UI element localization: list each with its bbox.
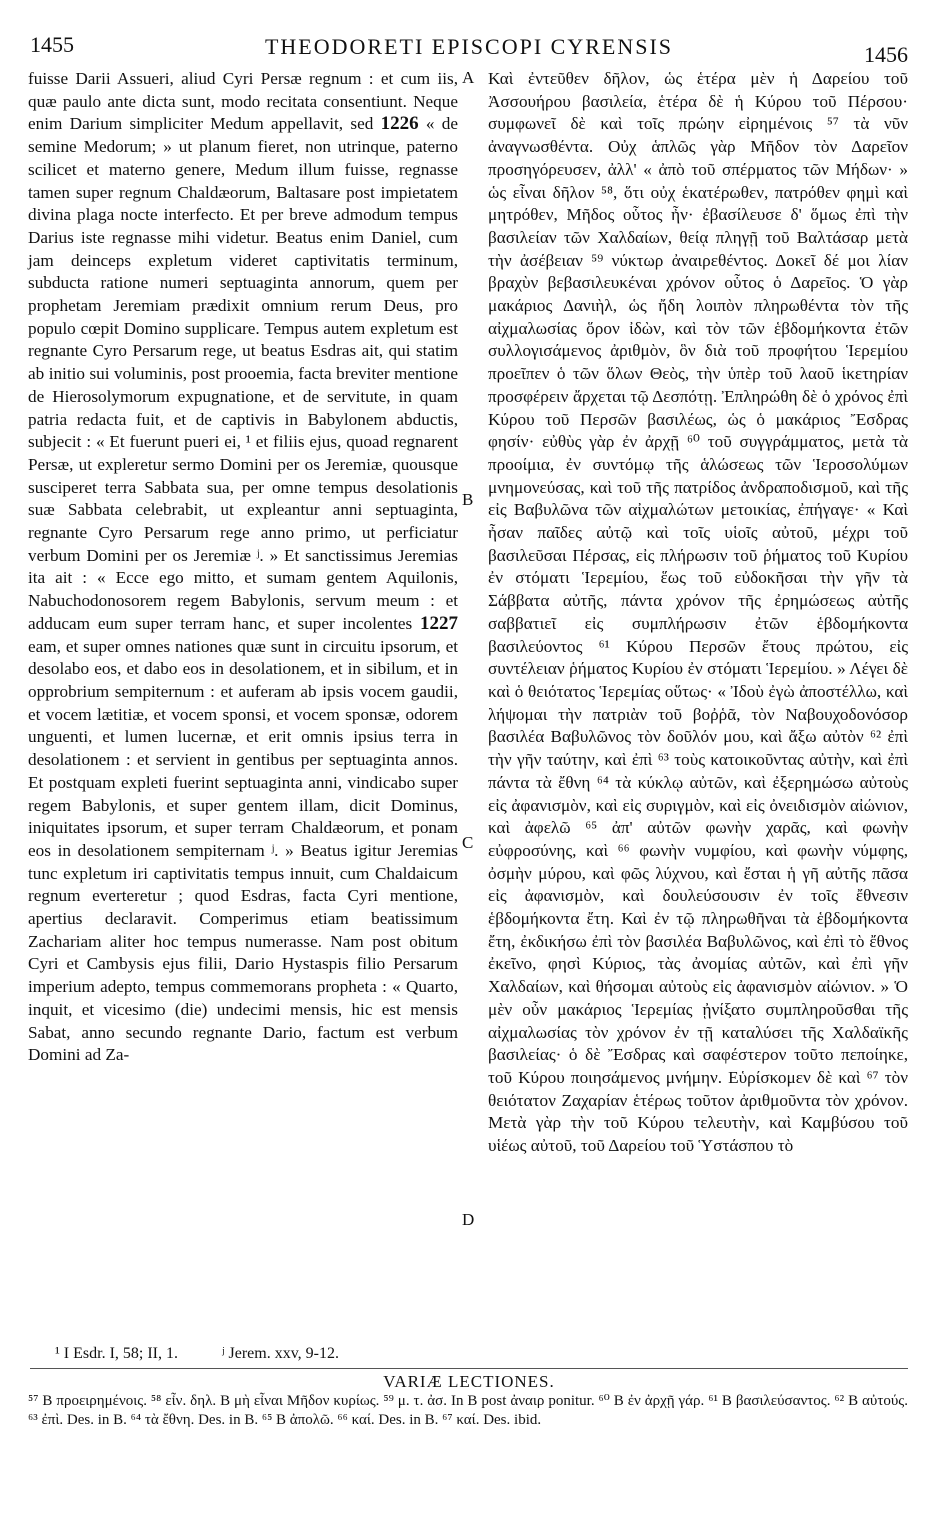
- greek-column: [488, 68, 908, 1158]
- variants-text: ⁵⁷ B προειρημένοις. ⁵⁸ εἶν. δηλ. B μὴ εἶναι Μῆδον κυρίως. ⁵⁹ μ. τ. ἀσ. In B post ἀναιρ ponitur. ⁶⁰ B ἐν ἀρχῇ γάρ. ⁶¹ B βασιλεύσαντος. ⁶² B αὐτούς. ⁶³ ἐπὶ. Des. in B. ⁶⁴ τὰ ἔθνη. Des. in B. ⁶⁵ B ἀπολῶ. ⁶⁶ καί. Des. in B. ⁶⁷ καί. Des. ibid.: [28, 1393, 908, 1428]
- section-markers: [462, 60, 482, 1460]
- variants-title: VARIÆ LECTIONES.: [383, 1372, 555, 1391]
- latin-text: [28, 68, 458, 1067]
- divider: [30, 1368, 908, 1369]
- running-title: THEODORETI EPISCOPI CYRENSIS: [264, 34, 674, 59]
- section-marker-a: A: [462, 68, 475, 87]
- latin-column: [28, 68, 458, 1067]
- latin-text-part-3: eam, et super omnes nationes quæ sunt in circuitu ipsorum, et desolabo eos, et dabo eos in desolationem, et in sibilum, et in opprobrium sempiternum : et auferam ab ipsis vocem gaudii, et vocem lætitiæ, et vocem sponsi, et vocem sponsæ, odorem unguenti, et lumen lucernæ, et erit omnis ipsius terra in desolationem : et servient in gentibus per septuaginta annos. Et postquam expleti fuerint septuaginta anni, vindicabo super regem Babylonis, et super gentem illam, dicit Dominus, iniquitates ipsorum, et super terram Chaldæorum, et ponam eos in desolationem sempiternam ʲ. » Beatus igitur Jeremias tunc expletum iri captivitatis tempus innuit, cum Chaldaicum regnum everteretur ; quod Esdras, facta Cyri mentione, apertius declaravit. Comperimus etiam beatissimum Zachariam aliter hoc tempus numerasse. Nam post obitum Cyri et Cambysis ejus filii, Dario Hystaspis filio Persarum imperium adepto, tempus commemorans propheta : « Quarto, inquit, et vicesimo (die) undecimi mensis, hic est mensis Sabat, anno secundo regnante Dario, factum est verbum Domini ad Za-: [28, 636, 458, 1065]
- section-marker-b: B: [462, 490, 474, 509]
- footnote-esdras: ¹ I Esdr. I, 58; II, 1.: [55, 1345, 178, 1362]
- greek-text: Καὶ ἐντεῦθεν δῆλον, ὡς ἑτέρα μὲν ἡ Δαρείου τοῦ Ἀσσουήρου βασιλεία, ἑτέρα δὲ ἡ Κύρου τοῦ Πέρσου· συμφωνεῖ δὲ καὶ τοῖς πρώην εἰρημένοις ⁵⁷ τὰ νῦν ἀναγνωσθέντα. Οὐχ ἁπλῶς γὰρ Μῆδον τὸν Δαρεῖον προσηγόρευσεν, ἀλλ' « ἀπὸ τοῦ σπέρματος τῶν Μήδων· » ὡς εἶναι δῆλον ⁵⁸, ὅτι οὐχ ἑκατέρωθεν, πατρόθεν φημὶ καὶ μητρόθεν, Μῆδος οὗτος ἦν· ἐβασίλευσε δ' ὅμως ἐπὶ τὴν βασιλείαν τῶν Χαλδαίων, θείᾳ πληγῇ τοῦ Βαλτάσαρ μετὰ τὴν ἀσέβειαν ⁵⁹ νύκτωρ ἀναιρεθέντος. Δοκεῖ δέ μοι λίαν βραχὺν βεβασιλευκέναι χρόνον οὗτος ὁ Δαρεῖος. Ὁ γὰρ μακάριος Δανιὴλ, ὡς ἤδη λοιπὸν πληρωθέντα τὸν τῆς αἰχμαλωσίας ὅρον ἰδὼν, καὶ τὸν τῶν ἑβδομήκοντα ἐτῶν συλλογισάμενος ἀριθμὸν, ὃν διὰ τοῦ προφήτου Ἱερεμίου προεῖπεν ὁ τῶν ὅλων Θεὸς, τὴν ὑπὲρ τοῦ λαοῦ ἱκετηρίαν προσφέρειν ἄρχεται τῷ Δεσπότῃ. Ἐπληρώθη δὲ ὁ χρόνος ἐπὶ Κύρου τοῦ Περσῶν βασιλέως, ὡς ὁ μακάριος Ἔσδρας φησίν· εὐθὺς γὰρ ἐν ἀρχῇ ⁶⁰ τοῦ συγγράμματος, μετὰ τὰ προοίμια, ἐν συντόμῳ τῆς ἁλώσεως τῶν Ἱεροσολύμων μνημονεύσας, καὶ τοῦ τῆς πατρίδος ἀνδραποδισμοῦ, καὶ τῆς εἰς Βαβυλῶνα τῶν αἰχμαλώτων μετοικίας, ἐπήγαγε· « Καὶ ἦσαν παῖδες αὐτῷ καὶ τοῖς υἱοῖς αὐτοῦ, μέχρι τοῦ βασιλεῦσαι Πέρσας, εἰς πλήρωσιν τοῦ ῥήματος τοῦ Κυρίου ἐν στόματι Ἱερεμίου, ἕως τοῦ εὐδοκῆσαι τὴν γῆν τὰ Σάββατα αὐτῆς, πάντα χρόνον τῆς ἐρημώσεως αὐτῆς σαββατιεῖ εἰς συμπλήρωσιν ἐτῶν ἑβδομήκοντα βασιλεύοντος ⁶¹ Κύρου Περσῶν ἔτους πρώτου, εἰς συντέλειαν ῥήματος Κυρίου ἐν στόματι Ἱερεμίου. » Λέγει δὲ καὶ ὁ θειότατος Ἱερεμίας οὕτως· « Ἰδοὺ ἐγὼ ἀποστέλλω, καὶ λήψομαι τὴν πατριὰν τοῦ βοῤῥᾶ, τὸν Ναβουχοδονόσορ βασιλέα Βαβυλῶνος τὸν δοῦλόν μου, καὶ ἄξω αὐτὸν ⁶² ἐπὶ τὴν γῆν ταύτην, καὶ ἐπὶ ⁶³ τοὺς κατοικοῦντας αὐτὴν, καὶ ἐπὶ πάντα τὰ ἔθνη ⁶⁴ τὰ κύκλῳ αὐτῶν, καὶ ἐξερημώσω αὐτοὺς εἰς ἀφανισμὸν, καὶ εἰς συριγμὸν, καὶ εἰς ὀνειδισμὸν αἰώνιον, καὶ ἀφελῶ ⁶⁵ ἀπ' αὐτῶν φωνὴν χαρᾶς, καὶ φωνὴν εὐφροσύνης, καὶ ⁶⁶ φωνὴν νυμφίου, καὶ φωνὴν νύμφης, ὀσμὴν μύρου, καὶ φῶς λύχνου, καὶ ἔσται ἡ γῆ αὐτῆς πᾶσα εἰς ἀφανισμὸν, καὶ δουλεύσουσιν ἐν τοῖς ἔθνεσιν ἑβδομήκοντα ἔτη. Καὶ ἐν τῷ πληρωθῆναι τὰ ἑβδομήκοντα ἔτη, ἐκδικήσω ἐπὶ τὸν βασιλέα Βαβυλῶνος, καὶ ἐπὶ τὸ ἔθνος ἐκεῖνο, φησὶ Κύριος, τὰς ἀνομίας αὐτῶν, καὶ ἐπὶ γῆν Χαλδαίων, καὶ θήσομαι αὐτοὺς εἰς ἀφανισμὸν αἰώνιον. » Ὁ μὲν οὖν μακάριος Ἱερεμίας ᾐνίξατο συμπληροῦσθαι τῆς αἰχμαλωσίας τὸν χρόνον ἐν τῇ καταλύσει τῆς Χαλδαϊκῆς βασιλείας· ὁ δὲ Ἔσδρας καὶ σαφέστερον τοῦτο πεποίηκε, τοῦ Κύρου ποιησάμενος μνήμην. Εὑρίσκομεν δὲ καὶ ⁶⁷ τὸν θειότατον Ζαχαρίαν ἑτέρως τοῦτον ἀριθμοῦντα τὸν χρόνον. Μετὰ γὰρ τὴν τοῦ Κύρου τελευτὴν, καὶ Καμβύσου τοῦ υἱέως αὐτοῦ, τοῦ Δαρείου τοῦ Ὑστάσπου τὸ: [488, 69, 908, 1156]
- section-marker-d: D: [462, 1210, 475, 1229]
- footnote-jeremiah: ʲ Jerem. xxv, 9-12.: [222, 1345, 339, 1362]
- footnotes: [55, 1345, 379, 1363]
- column-reference-number: 1227: [420, 612, 458, 634]
- section-marker-c: C: [462, 833, 474, 852]
- latin-text-part-2: « de semine Medorum; » ut planum fieret, non utrinque, paterno scilicet et materno genere, Medum illum fuisse, regnasse tamen super regnum Chaldæorum, Baltasare post impietatem divina plaga nocte interfecto. Et per breve admodum tempus Darius iste regnasse mihi videtur. Beatus enim Daniel, cum jam deinceps expletum videret captivitatis terminum, subducta ratione numeri septuaginta annorum, quem per prophetam Jeremiam prædixit omnium rerum Deus, pro populo cœpit Domino supplicare. Tempus autem expletum est regnante Cyro Persarum rege, ut beatus Esdras ait, qui statim ab initio sui voluminis, post prooemia, facta breviter mentione de Hierosolymorum expugnatione, et de servitute, in quam patria redacta fuit, et de captivis in Babylonem abductis, subjecit : « Et fuerunt pueri ei, ¹ et filiis ejus, quoad regnarent Persæ, ut expleretur sermo Domini per os Jeremiæ, quousque susciperet terra Sabbata sua, per omne tempus desolationis suæ Sabbata celebrabit, ut expleantur anni septuaginta, regnante Cyro Persarum rege anno primo, ut perficiatur verbum Domini per os Jeremiæ ʲ. » Et sanctissimus Jeremias ita ait : « Ecce ego mitto, et sumam gentem Aquilonis, Nabuchodonosorem regem Babylonis, servum meum : et adducam eum super terram hanc, et super incolentes: [28, 114, 458, 633]
- latin-text-part-1: fuisse Darii Assueri, aliud Cyri Persæ regnum : et cum iis, quæ paulo ante dicta sunt, modo recitata consentiunt. Neque enim Darium simpliciter Medum appellavit, sed: [28, 69, 458, 134]
- page-number-left: 1455: [30, 32, 74, 57]
- column-reference-number: 1226: [380, 113, 419, 135]
- page-number-right: 1456: [864, 42, 908, 67]
